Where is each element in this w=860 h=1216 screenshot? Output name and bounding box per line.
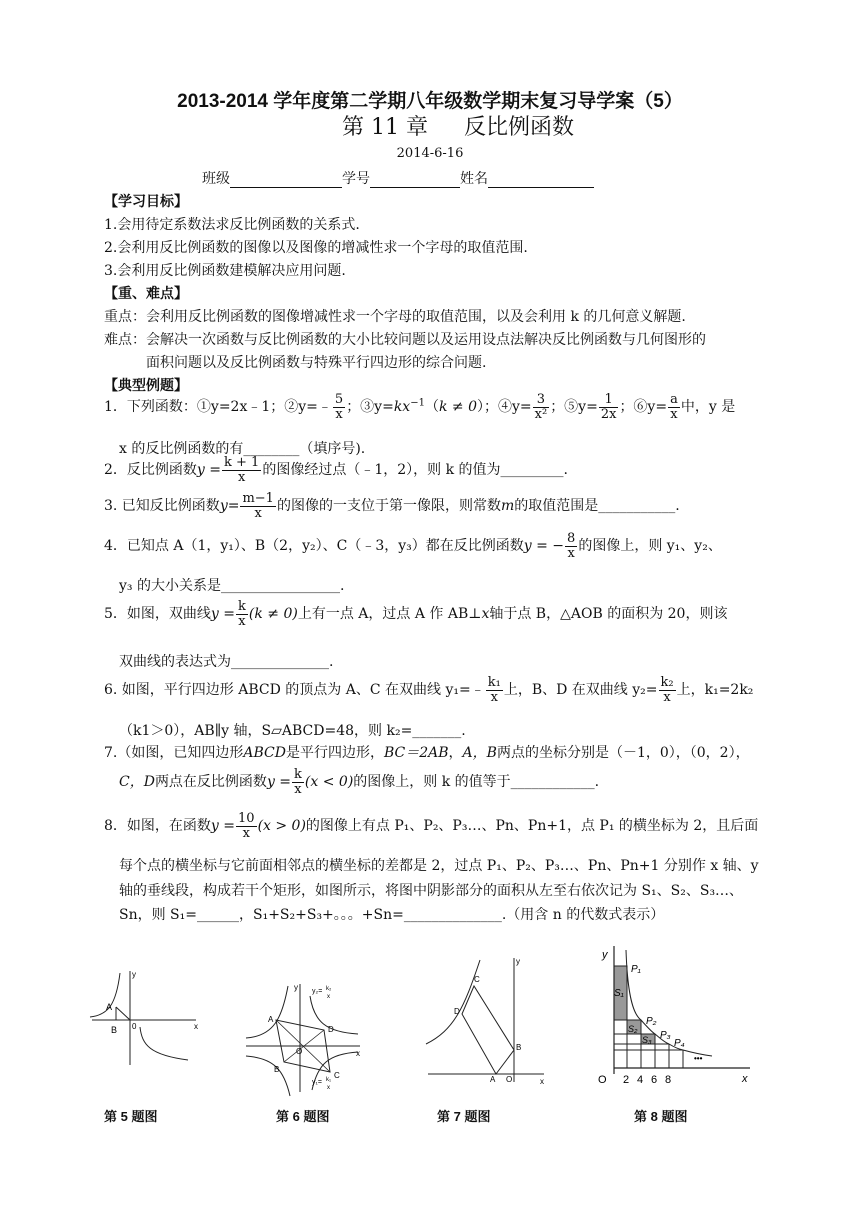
q7-text: ， bbox=[448, 745, 463, 761]
class-field[interactable] bbox=[230, 173, 342, 188]
question-5 bbox=[104, 600, 727, 628]
question-6-cont: （k1＞0），AB∥y 轴，S▱ABCD=48，则 k₂=_______. bbox=[119, 723, 466, 739]
q1-text: ）；④y= bbox=[477, 399, 532, 416]
key-point-text: 重点：会利用反比例函数的图像增减性求一个字母的取值范围，以及会利用 k 的几何意义解题. bbox=[104, 309, 686, 325]
q2-fraction: $\frac{k + 1}{x}$ bbox=[224, 455, 260, 485]
question-3 bbox=[104, 492, 680, 520]
q7-text: 两点的坐标分别是（－1，0），（0，2）， bbox=[496, 745, 750, 761]
goals-heading: 【学习目标】 bbox=[104, 194, 188, 210]
hard-point-text: 难点：会解决一次函数与反比例函数的大小比较问题以及运用设点法解决反比例函数与几何图形的 bbox=[104, 332, 706, 348]
q1-text: ；⑤y= bbox=[550, 399, 598, 416]
point-c-label: C bbox=[474, 975, 480, 984]
question-6 bbox=[104, 676, 753, 704]
q8-condition: (x > 0) bbox=[257, 818, 306, 835]
k1-label: k₁ bbox=[326, 1077, 332, 1083]
x-label: x bbox=[540, 1077, 544, 1086]
origin-label: O bbox=[296, 1047, 303, 1056]
point-b-label: B bbox=[274, 1065, 280, 1074]
tick-label: 6 bbox=[651, 1074, 658, 1086]
figure-5-caption: 第 5 题图 bbox=[104, 1109, 158, 1124]
q8-fraction: $\frac{10}{x}$ bbox=[238, 811, 255, 841]
q7-ab: A，B bbox=[462, 745, 497, 761]
question-1 bbox=[104, 393, 735, 421]
point-p4-label: P₄ bbox=[674, 1038, 685, 1049]
area-s3-label: S₃ bbox=[642, 1035, 652, 1045]
number-field[interactable] bbox=[370, 173, 460, 188]
student-info-row bbox=[202, 168, 594, 188]
hyperbola-y1 bbox=[246, 986, 288, 1038]
q6-text: 上，B、D 在双曲线 y₂= bbox=[503, 682, 658, 699]
origin-label: O bbox=[598, 1074, 607, 1086]
q6-fraction-2: $\frac{\text{k₂}}{x}$ bbox=[660, 675, 674, 705]
question-4 bbox=[104, 532, 722, 560]
chapter-name: 反比例函数 bbox=[463, 115, 574, 140]
tick-label: 2 bbox=[623, 1074, 630, 1086]
q6-text: 6. 如图，平行四边形 ABCD 的顶点为 A、C 在双曲线 y₁=﹣ bbox=[104, 682, 485, 699]
figure-8 bbox=[594, 940, 754, 1088]
figure-6-caption: 第 6 题图 bbox=[276, 1109, 330, 1124]
point-d-label: D bbox=[328, 1025, 334, 1034]
figure-8-caption: 第 8 题图 bbox=[634, 1109, 688, 1124]
q1-exponent: −1 bbox=[410, 397, 425, 409]
q5-y: y = bbox=[210, 606, 236, 623]
point-p3-label: P₃ bbox=[660, 1030, 671, 1041]
question-7 bbox=[104, 742, 750, 762]
q5-text: 5．如图，双曲线 bbox=[104, 606, 211, 623]
question-8-cont: 轴的垂线段，构成若干个矩形，如图所示，将图中阴影部分的面积从左至右依次记为 S₁、S₂、S₃…、 bbox=[119, 883, 744, 899]
q1-kx: kx bbox=[393, 399, 411, 416]
q4-fraction: $\frac{8}{x}$ bbox=[567, 531, 576, 561]
q4-text: 4．已知点 A（1，y₁）、B（2，y₂）、C（﹣3，y₃）都在反比例函数 bbox=[104, 538, 524, 555]
q2-text: 的图像经过点（﹣1，2），则 k 的值为_________. bbox=[262, 462, 568, 479]
q5-fraction: $\frac{k}{x}$ bbox=[238, 599, 246, 629]
hyperbola-y2 bbox=[246, 1056, 290, 1096]
figure-7-caption: 第 7 题图 bbox=[437, 1109, 491, 1124]
chapter-heading bbox=[342, 110, 574, 141]
segment-ao bbox=[116, 1007, 130, 1020]
q3-text: 3. 已知反比例函数 bbox=[104, 498, 220, 515]
q3-y: y= bbox=[219, 498, 240, 515]
point-c-label: C bbox=[334, 1071, 340, 1080]
q4-text: 的图像上，则 y₁、y₂、 bbox=[578, 538, 722, 555]
q7-condition: (x < 0) bbox=[304, 774, 354, 791]
point-p1-label: P₁ bbox=[631, 964, 641, 975]
figure-6 bbox=[244, 978, 364, 1098]
goal-item: 2.会利用反比例函数的图像以及图像的增减性求一个字母的取值范围. bbox=[104, 240, 528, 256]
x-label: x bbox=[742, 1073, 748, 1085]
q5-text: 轴于点 B，△AOB 的面积为 20，则该 bbox=[489, 606, 728, 623]
q3-text: 的图像的一支位于第一像限，则常数 bbox=[276, 498, 501, 515]
q7-text: 两点在反比例函数 bbox=[154, 774, 267, 791]
q6-fraction-1: $\frac{\text{k₁}}{x}$ bbox=[487, 675, 501, 705]
q8-text: 8．如图，在函数 bbox=[104, 818, 211, 835]
q7-fraction: $\frac{k}{x}$ bbox=[294, 767, 302, 797]
x-label: x bbox=[194, 1022, 198, 1031]
y2-label: y₂= bbox=[312, 988, 323, 995]
goal-item: 3.会利用反比例函数建模解决应用问题. bbox=[104, 263, 346, 279]
worksheet-date: 2014-6-16 bbox=[396, 146, 464, 161]
q1-fraction-6: $\frac{a}{x}$ bbox=[670, 392, 678, 422]
tick-label: 4 bbox=[637, 1074, 644, 1086]
question-2 bbox=[104, 456, 568, 484]
q1-fraction-2: $\frac{5}{x}$ bbox=[334, 392, 344, 422]
q3-text: 的取值范围是___________. bbox=[514, 498, 680, 515]
q7-bc: BC＝2AB bbox=[383, 745, 449, 761]
question-7-cont bbox=[119, 768, 599, 796]
q7-y: y = bbox=[266, 774, 292, 791]
name-label: 姓名 bbox=[460, 171, 488, 187]
q1-condition: k ≠ 0 bbox=[438, 399, 477, 416]
name-field[interactable] bbox=[488, 173, 594, 188]
y-label: y bbox=[516, 957, 520, 966]
y-label: y bbox=[602, 949, 608, 961]
q1-text: ；⑥y= bbox=[619, 399, 668, 416]
goal-item: 1.会用待定系数法求反比例函数的关系式. bbox=[104, 217, 360, 233]
q7-cd: C，D bbox=[119, 774, 155, 791]
point-d-label: D bbox=[454, 1007, 460, 1016]
question-5-cont: 双曲线的表达式为______________. bbox=[119, 654, 334, 670]
point-a-label: A bbox=[106, 1002, 113, 1012]
q1-fraction-4: $\frac{3}{\text{x²}}$ bbox=[534, 392, 548, 422]
q1-text: （ bbox=[424, 399, 439, 416]
q1-fraction-5: $\frac{1}{2x}$ bbox=[600, 392, 617, 422]
k2-label: k₂ bbox=[326, 986, 332, 992]
q8-text: 的图像上有点 P₁、P₂、P₃…、Pn、Pn+1，点 P₁ 的横坐标为 2，且后面 bbox=[305, 818, 759, 835]
chapter-number: 第 11 章 bbox=[342, 115, 428, 140]
q1-text: 中，y 是 bbox=[680, 399, 736, 416]
point-a-label: A bbox=[268, 1015, 274, 1024]
q5-x: x bbox=[481, 606, 490, 623]
q4-y: y = − bbox=[523, 538, 565, 555]
area-s2-label: S₂ bbox=[628, 1024, 638, 1034]
q2-y: y = bbox=[196, 462, 222, 479]
examples-heading: 【典型例题】 bbox=[104, 378, 188, 394]
key-points-heading: 【重、难点】 bbox=[104, 286, 188, 302]
question-8-cont: 每个点的横坐标与它前面相邻点的横坐标的差都是 2，过点 P₁、P₂、P₃…、Pn、Pn+1 分别作 x 轴、y bbox=[119, 858, 759, 874]
x-label: x bbox=[356, 1049, 360, 1058]
figure-7 bbox=[420, 952, 550, 1087]
q7-text: 7.（如图，已知四边形 bbox=[104, 745, 244, 761]
q6-text: 上，k₁=2k₂ bbox=[676, 682, 754, 699]
ellipsis: ••• bbox=[694, 1054, 703, 1063]
parallelogram-abcd bbox=[462, 986, 514, 1074]
q7-text: 是平行四边形， bbox=[285, 745, 384, 761]
y-label: y bbox=[294, 983, 298, 992]
q3-m: m bbox=[500, 498, 515, 515]
q2-text: 2．反比例函数 bbox=[104, 462, 197, 479]
y2-denominator: x bbox=[327, 994, 330, 1000]
page-title: 2013-2014 学年度第二学期八年级数学期末复习导学案（5） bbox=[177, 91, 683, 112]
q3-fraction: $\frac{m-1}{x}$ bbox=[242, 491, 274, 521]
q8-y: y = bbox=[210, 818, 236, 835]
point-b-label: B bbox=[516, 1043, 522, 1052]
origin-label: 0 bbox=[132, 1022, 137, 1031]
y1-denominator: x bbox=[327, 1085, 330, 1091]
y1-label: y₁= bbox=[312, 1079, 322, 1086]
class-label: 班级 bbox=[202, 171, 230, 187]
tick-label: 8 bbox=[665, 1074, 672, 1086]
question-8 bbox=[104, 812, 758, 840]
q1-text: 1．下列函数：①y=2x﹣1；②y=﹣ bbox=[104, 399, 332, 416]
q7-text: 的图像上，则 k 的值等于____________. bbox=[353, 774, 600, 791]
point-p2-label: P₂ bbox=[646, 1016, 657, 1027]
figure-5 bbox=[84, 965, 204, 1070]
number-label: 学号 bbox=[342, 171, 370, 187]
hyperbola-branch bbox=[140, 1027, 188, 1060]
point-a-label: A bbox=[490, 1075, 496, 1084]
question-1-cont: x 的反比例函数的有________（填序号). bbox=[119, 441, 366, 457]
q7-abcd: ABCD bbox=[243, 745, 286, 761]
question-8-cont: Sn，则 S₁=______，S₁+S₂+S₃+。。。+Sn=______________.（用含 n 的代数式表示） bbox=[119, 907, 665, 923]
area-s1-label: S₁ bbox=[614, 988, 624, 999]
point-b-label: B bbox=[111, 1025, 118, 1035]
question-4-cont: y₃ 的大小关系是_________________. bbox=[119, 578, 345, 594]
q1-text: ；③y= bbox=[346, 399, 394, 416]
y-label: y bbox=[132, 970, 136, 979]
origin-label: O bbox=[506, 1075, 513, 1084]
q5-condition: (k ≠ 0) bbox=[248, 606, 298, 623]
hard-point-text-cont: 面积问题以及反比例函数与特殊平行四边形的综合问题. bbox=[146, 355, 487, 371]
q5-text: 上有一点 A，过点 A 作 AB⊥ bbox=[297, 606, 482, 623]
